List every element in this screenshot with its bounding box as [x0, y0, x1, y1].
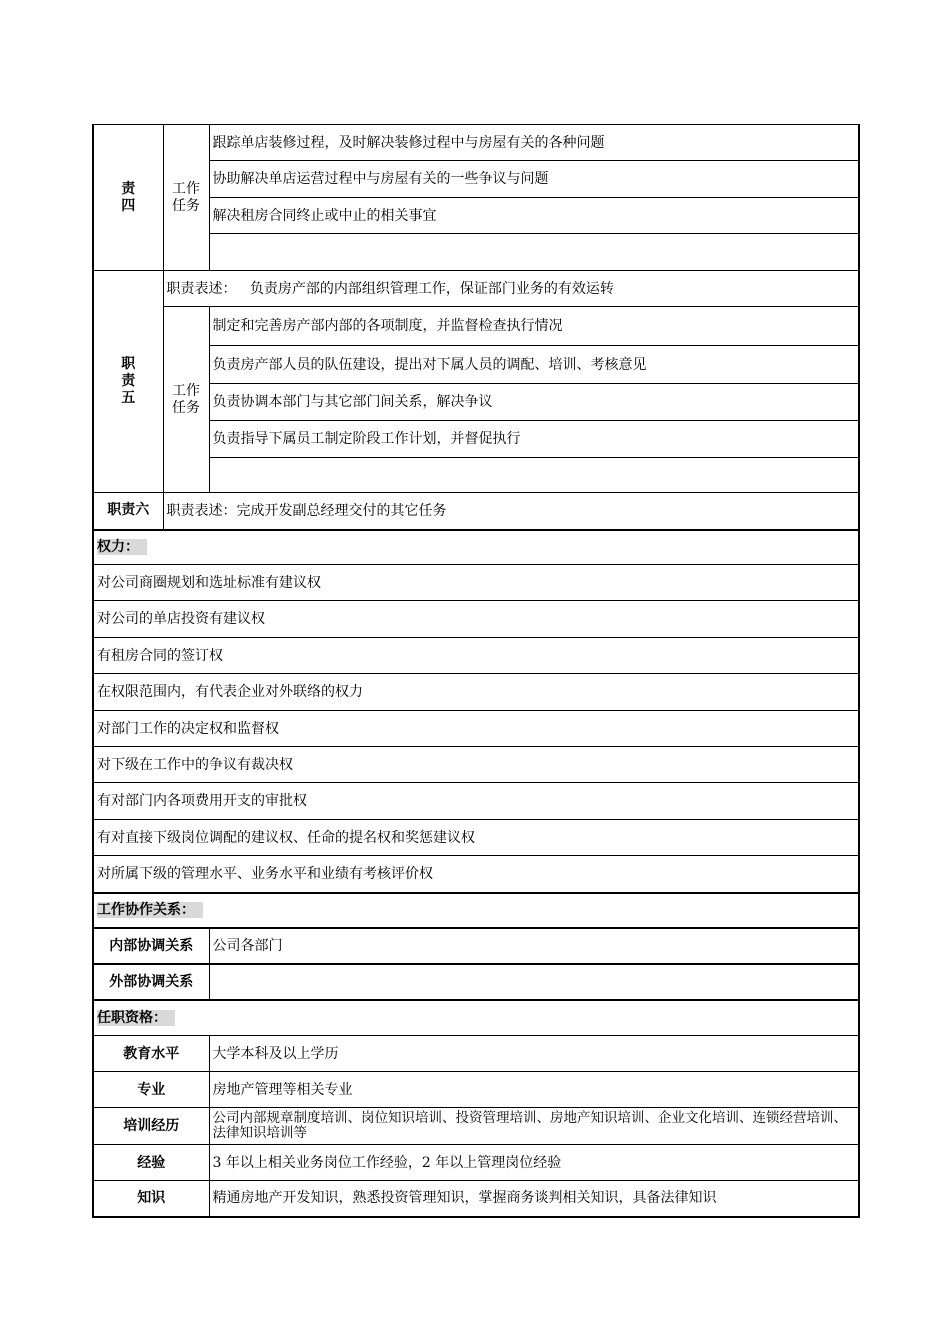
authority-item-1: 对公司商圈规划和选址标准有建议权 — [93, 565, 859, 601]
external-coordination-label: 外部协调关系 — [93, 964, 209, 1000]
duty5-task-4: 负责指导下属员工制定阶段工作计划，并督促执行 — [209, 421, 859, 458]
external-coordination-row — [93, 964, 859, 1000]
duty5-row-1 — [93, 307, 859, 346]
authority-item-2: 对公司的单店投资有建议权 — [93, 601, 859, 638]
duty4-row-1 — [93, 125, 859, 161]
authority-heading-row — [93, 530, 859, 565]
duty6-label: 职责六 — [93, 493, 163, 530]
qualification-label-experience: 经验 — [93, 1145, 209, 1181]
cooperation-heading — [93, 893, 859, 928]
internal-coordination-value: 公司各部门 — [209, 928, 859, 964]
qualification-label-knowledge: 知识 — [93, 1181, 209, 1217]
authority-heading — [93, 530, 859, 565]
authority-item-8: 有对直接下级岗位调配的建议权、任命的提名权和奖惩建议权 — [93, 820, 859, 856]
authority-row — [93, 856, 859, 893]
external-coordination-value — [209, 964, 859, 1000]
qualification-heading — [93, 1000, 859, 1036]
authority-item-9: 对所属下级的管理水平、业务水平和业绩有考核评价权 — [93, 856, 859, 893]
duty5-statement-row — [93, 271, 859, 307]
duty5-task-2: 负责房产部人员的队伍建设，提出对下属人员的调配、培训、考核意见 — [209, 346, 859, 384]
qualification-heading-row — [93, 1000, 859, 1036]
authority-row — [93, 783, 859, 820]
qualification-row — [93, 1181, 859, 1217]
qualification-value-knowledge: 精通房地产开发知识，熟悉投资管理知识，掌握商务谈判相关知识，具备法律知识 — [209, 1181, 859, 1217]
qualification-row — [93, 1072, 859, 1108]
authority-item-4: 在权限范围内，有代表企业对外联络的权力 — [93, 674, 859, 711]
qualification-value-major: 房地产管理等相关专业 — [209, 1072, 859, 1108]
internal-coordination-row — [93, 928, 859, 964]
qualification-value-education: 大学本科及以上学历 — [209, 1036, 859, 1072]
qualification-label-education: 教育水平 — [93, 1036, 209, 1072]
duty6-statement: 职责表述：完成开发副总经理交付的其它任务 — [163, 493, 859, 530]
authority-row — [93, 674, 859, 711]
duty5-task-1: 制定和完善房产部内部的各项制度，并监督检查执行情况 — [209, 307, 859, 346]
duty4-task-3: 解决租房合同终止或中止的相关事宜 — [209, 198, 859, 234]
authority-item-5: 对部门工作的决定权和监督权 — [93, 711, 859, 747]
qualification-row — [93, 1108, 859, 1145]
authority-row — [93, 638, 859, 674]
authority-row — [93, 565, 859, 601]
duty5-task-5 — [209, 458, 859, 493]
authority-item-7: 有对部门内各项费用开支的审批权 — [93, 783, 859, 820]
duty4-task-4 — [209, 234, 859, 271]
authority-heading-text: 权力： — [97, 539, 147, 555]
qualification-label-major: 专业 — [93, 1072, 209, 1108]
duty4-task-label: 工作 任务 — [163, 125, 209, 271]
authority-row — [93, 601, 859, 638]
duty5-statement: 职责表述： 负责房产部的内部组织管理工作，保证部门业务的有效运转 — [163, 271, 859, 307]
job-description-sheet — [92, 124, 858, 1218]
qualification-row — [93, 1036, 859, 1072]
authority-row — [93, 820, 859, 856]
cooperation-heading-text: 工作协作关系： — [97, 902, 203, 918]
duty5-task-label: 工作 任务 — [163, 307, 209, 493]
authority-item-6: 对下级在工作中的争议有裁决权 — [93, 747, 859, 783]
qualification-value-training: 公司内部规章制度培训、岗位知识培训、投资管理培训、房地产知识培训、企业文化培训、连锁经营培训、法律知识培训等 — [209, 1108, 859, 1145]
qualification-label-training: 培训经历 — [93, 1108, 209, 1145]
authority-item-3: 有租房合同的签订权 — [93, 638, 859, 674]
duty6-row — [93, 493, 859, 530]
duty5-task-3: 负责协调本部门与其它部门间关系，解决争议 — [209, 384, 859, 421]
qualification-heading-text: 任职资格： — [97, 1010, 175, 1026]
qualification-value-experience: 3 年以上相关业务岗位工作经验，2 年以上管理岗位经验 — [209, 1145, 859, 1181]
authority-row — [93, 747, 859, 783]
duty4-task-2: 协助解决单店运营过程中与房屋有关的一些争议与问题 — [209, 161, 859, 198]
authority-row — [93, 711, 859, 747]
duty5-label: 职 责 五 — [93, 271, 163, 493]
duty4-label: 责 四 — [93, 125, 163, 271]
qualification-row — [93, 1145, 859, 1181]
cooperation-heading-row — [93, 893, 859, 928]
duty4-task-1: 跟踪单店装修过程，及时解决装修过程中与房屋有关的各种问题 — [209, 125, 859, 161]
job-description-table — [92, 124, 860, 1218]
internal-coordination-label: 内部协调关系 — [93, 928, 209, 964]
